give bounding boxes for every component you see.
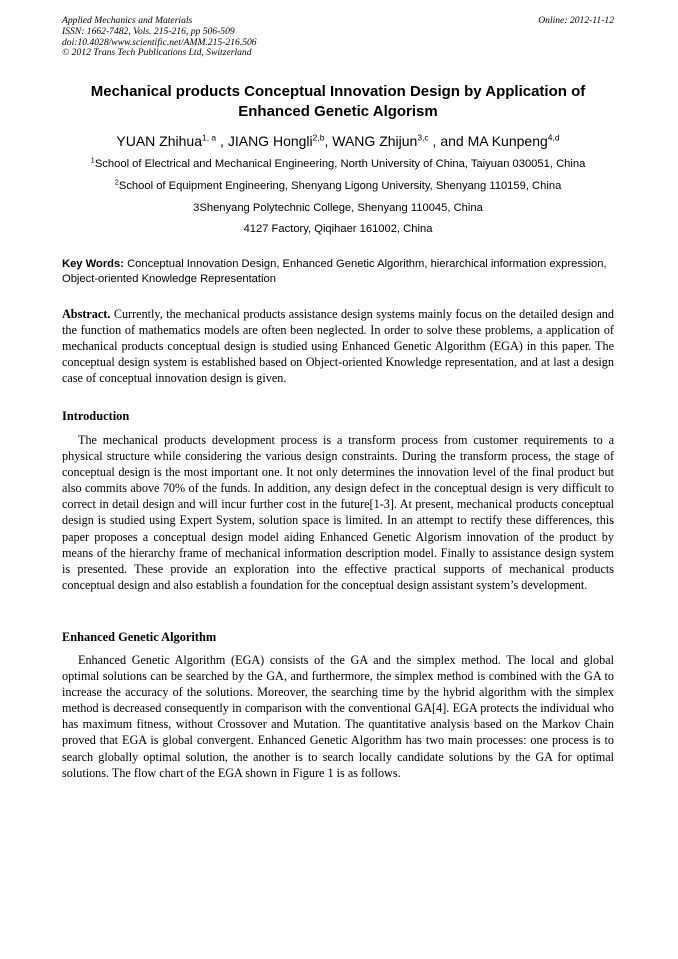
- author-name: MA Kunpeng: [467, 133, 548, 149]
- keywords-label: Key Words:: [62, 258, 124, 270]
- affiliation-2: [62, 179, 614, 193]
- introduction-heading: Introduction: [62, 409, 130, 423]
- affiliation-text: 4127 Factory, Qiqihaer 161002, China: [243, 223, 433, 235]
- doi-line: doi:10.4028/www.scientific.net/AMM.215-216.506: [62, 36, 257, 48]
- author-separator: ,: [324, 133, 333, 149]
- keywords-text: Conceptual Innovation Design, Enhanced Genetic Algorithm, hierarchical information expression, Object-oriented Knowledge Representation: [62, 258, 607, 285]
- author-separator: ,: [216, 133, 228, 149]
- affiliation-text: School of Equipment Engineering, Shenyang Ligong University, Shenyang 110159, China: [118, 180, 562, 192]
- affiliation-text: School of Electrical and Mechanical Engineering, North University of China, Taiyuan 030051, China: [94, 158, 586, 170]
- keywords: [62, 257, 614, 286]
- ega-heading: Enhanced Genetic Algorithm: [62, 630, 217, 644]
- title-line-1: Mechanical products Conceptual Innovation Design by Application of: [90, 83, 586, 100]
- affiliation-mark: 1: [90, 155, 95, 165]
- author-separator: , and: [428, 133, 468, 149]
- author-affil-mark: 1, a: [201, 132, 217, 143]
- abstract-label: Abstract.: [62, 307, 111, 321]
- journal-name: Applied Mechanics and Materials: [62, 15, 193, 26]
- affiliation-3: [62, 201, 614, 215]
- copyright-line: © 2012 Trans Tech Publications Ltd, Switzerland: [62, 47, 252, 59]
- ega-body: Enhanced Genetic Algorithm (EGA) consists of the GA and the simplex method. The local and global optimal solutions can be searched by the GA, and furthermore, the simplex method is combined with the GA to increase the accuracy of the solutions. Moreover, the searching time by the hybrid algorithm with the simplex method is decreased consequently in comparison with the conventional GA[4]. EGA protects the individual who has maximum fitness, without Crossover and Mutation. The quantitative analysis based on the Markov Chain proved that EGA is global convergent. Enhanced Genetic Algorithm has two main processes: one process is to search globally optimal solution, the another is to search locally candidate solutions by the GA for optimal solutions. The flow chart of the EGA shown in Figure 1 is as follows.: [62, 653, 614, 780]
- abstract: [62, 306, 614, 386]
- author-name: YUAN Zhihua: [116, 133, 202, 149]
- affiliation-1: [62, 157, 614, 171]
- affiliation-mark: 2: [114, 177, 119, 187]
- author-name: JIANG Hongli: [227, 133, 313, 149]
- issn-line: ISSN: 1662-7482, Vols. 215-216, pp 506-509: [62, 25, 235, 37]
- author-name: WANG Zhijun: [332, 133, 418, 149]
- online-date: Online: 2012-11-12: [538, 15, 614, 26]
- title-line-2: Enhanced Genetic Algorism: [238, 103, 438, 120]
- author-affil-mark: 3,c: [417, 132, 429, 143]
- affiliation-text: 3Shenyang Polytechnic College, Shenyang 110045, China: [193, 202, 483, 214]
- abstract-text: Currently, the mechanical products assistance design systems mainly focus on the detailed design and the function of mathematics models are often been neglected. In order to solve these problems, a application of mechanical products conceptual design is studied using Enhanced Genetic Algorithm (EGA) in this paper. The conceptual design system is established based on Object-oriented Knowledge representation, and at last a design case of conceptual innovation design is given.: [62, 307, 614, 386]
- author-affil-mark: 2,b: [312, 132, 325, 143]
- author-affil-mark: 4,d: [547, 132, 560, 143]
- journal-header: [62, 16, 614, 59]
- affiliation-4: [62, 222, 614, 236]
- author-list: [62, 132, 614, 150]
- introduction-body: The mechanical products development process is a transform process from customer requirements to a physical structure while considering the various design constraints. During the transform process, the stage of conceptual design is the most important one. It not only determines the innovation level of the final product but also commits above 70% of the funds. In addition, any design defect in the conceptual design is very difficult to correct in detail design and will incur further cost in the future[1-3]. At present, mechanical products conceptual design is studied using Expert System, solution space is limited. In an attempt to rectify these differences, this paper proposes a conceptual design model aiding Enhanced Genetic Algorism innovation of the product by means of the hierarchy frame of mechanical information description model. Finally to assistance design system is presented. These provide an exploration into the effective practical supports of mechanical products conceptual design and also establish a foundation for the conceptual design assistant system’s development.: [62, 433, 614, 592]
- paper-title: [62, 82, 614, 122]
